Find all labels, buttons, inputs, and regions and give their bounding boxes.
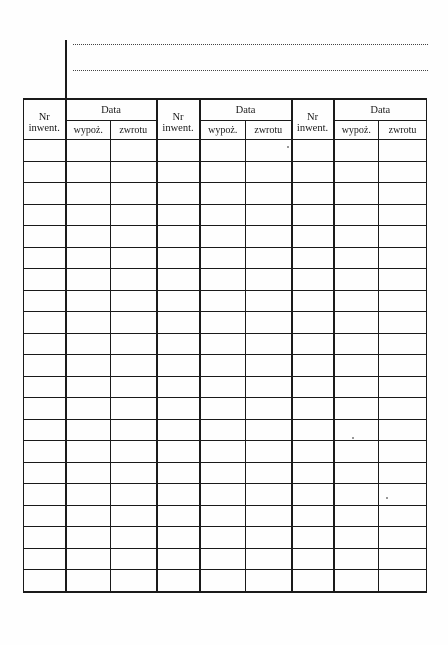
column-header-data-1: Data — [66, 99, 157, 121]
wypoz-date-cell[interactable] — [66, 441, 111, 463]
nr-inwent-cell[interactable] — [157, 462, 200, 484]
header-dotted-line-1[interactable] — [73, 44, 428, 45]
zwrotu-date-cell[interactable] — [379, 484, 427, 506]
wypoz-date-cell[interactable] — [200, 161, 246, 183]
wypoz-date-cell[interactable] — [334, 140, 379, 162]
nr-inwent-cell[interactable] — [157, 269, 200, 291]
wypoz-date-cell[interactable] — [200, 269, 246, 291]
nr-inwent-cell[interactable] — [292, 419, 334, 441]
wypoz-date-cell[interactable] — [200, 441, 246, 463]
wypoz-date-cell[interactable] — [66, 570, 111, 592]
wypoz-date-cell[interactable] — [66, 161, 111, 183]
wypoz-date-cell[interactable] — [66, 183, 111, 205]
table-row — [24, 183, 427, 205]
nr-inwent-cell[interactable] — [24, 462, 66, 484]
zwrotu-date-cell[interactable] — [246, 183, 292, 205]
column-header-nr-inwent-2: Nr inwent. — [157, 99, 200, 140]
zwrotu-date-cell[interactable] — [111, 140, 157, 162]
wypoz-date-cell[interactable] — [334, 548, 379, 570]
table-row — [24, 333, 427, 355]
wypoz-date-cell[interactable] — [200, 355, 246, 377]
zwrotu-date-cell[interactable] — [111, 204, 157, 226]
table-row — [24, 226, 427, 248]
table-row — [24, 527, 427, 549]
zwrotu-date-cell[interactable] — [111, 247, 157, 269]
loan-record-table — [23, 98, 427, 593]
wypoz-date-cell[interactable] — [200, 570, 246, 592]
nr-inwent-cell[interactable] — [24, 312, 66, 334]
wypoz-date-cell[interactable] — [334, 398, 379, 420]
nr-inwent-cell[interactable] — [24, 398, 66, 420]
nr-inwent-cell[interactable] — [292, 484, 334, 506]
table-row — [24, 484, 427, 506]
table-subheader-row — [24, 121, 427, 140]
wypoz-date-cell[interactable] — [334, 441, 379, 463]
zwrotu-date-cell[interactable] — [379, 226, 427, 248]
wypoz-date-cell[interactable] — [66, 527, 111, 549]
zwrotu-date-cell[interactable] — [111, 290, 157, 312]
wypoz-date-cell[interactable] — [200, 312, 246, 334]
wypoz-date-cell[interactable] — [334, 161, 379, 183]
nr-inwent-cell[interactable] — [157, 398, 200, 420]
nr-inwent-cell[interactable] — [24, 269, 66, 291]
nr-inwent-cell[interactable] — [292, 462, 334, 484]
zwrotu-date-cell[interactable] — [379, 204, 427, 226]
zwrotu-date-cell[interactable] — [379, 161, 427, 183]
nr-inwent-cell[interactable] — [24, 484, 66, 506]
nr-inwent-cell[interactable] — [292, 376, 334, 398]
zwrotu-date-cell[interactable] — [111, 333, 157, 355]
zwrotu-date-cell[interactable] — [246, 419, 292, 441]
table-row — [24, 462, 427, 484]
zwrotu-date-cell[interactable] — [111, 183, 157, 205]
zwrotu-date-cell[interactable] — [246, 312, 292, 334]
wypoz-date-cell[interactable] — [334, 312, 379, 334]
wypoz-date-cell[interactable] — [200, 376, 246, 398]
zwrotu-date-cell[interactable] — [246, 527, 292, 549]
zwrotu-date-cell[interactable] — [111, 419, 157, 441]
wypoz-date-cell[interactable] — [200, 140, 246, 162]
wypoz-date-cell[interactable] — [66, 333, 111, 355]
table-row — [24, 140, 427, 162]
wypoz-date-cell[interactable] — [200, 333, 246, 355]
column-header-data-3: Data — [334, 99, 427, 121]
column-header-zwrotu-3: zwrotu — [379, 121, 427, 140]
wypoz-date-cell[interactable] — [66, 312, 111, 334]
zwrotu-date-cell[interactable] — [246, 140, 292, 162]
wypoz-date-cell[interactable] — [66, 269, 111, 291]
zwrotu-date-cell[interactable] — [246, 548, 292, 570]
zwrotu-date-cell[interactable] — [246, 505, 292, 527]
table-row — [24, 312, 427, 334]
nr-inwent-cell[interactable] — [292, 269, 334, 291]
nr-inwent-cell[interactable] — [24, 204, 66, 226]
wypoz-date-cell[interactable] — [200, 183, 246, 205]
nr-inwent-cell[interactable] — [24, 247, 66, 269]
table-row — [24, 376, 427, 398]
zwrotu-date-cell[interactable] — [111, 462, 157, 484]
nr-inwent-cell[interactable] — [24, 183, 66, 205]
wypoz-date-cell[interactable] — [200, 247, 246, 269]
nr-inwent-cell[interactable] — [292, 333, 334, 355]
zwrotu-date-cell[interactable] — [246, 333, 292, 355]
zwrotu-date-cell[interactable] — [379, 376, 427, 398]
nr-inwent-cell[interactable] — [157, 376, 200, 398]
paper-speck — [287, 146, 289, 148]
column-header-zwrotu-1: zwrotu — [111, 121, 157, 140]
wypoz-date-cell[interactable] — [66, 398, 111, 420]
table-row — [24, 204, 427, 226]
nr-inwent-cell[interactable] — [24, 441, 66, 463]
zwrotu-date-cell[interactable] — [379, 505, 427, 527]
nr-inwent-cell[interactable] — [157, 355, 200, 377]
zwrotu-date-cell[interactable] — [379, 290, 427, 312]
zwrotu-date-cell[interactable] — [379, 269, 427, 291]
table-row — [24, 441, 427, 463]
zwrotu-date-cell[interactable] — [111, 376, 157, 398]
wypoz-date-cell[interactable] — [66, 376, 111, 398]
nr-inwent-cell[interactable] — [24, 161, 66, 183]
table-row — [24, 570, 427, 592]
zwrotu-date-cell[interactable] — [111, 527, 157, 549]
wypoz-date-cell[interactable] — [334, 376, 379, 398]
wypoz-date-cell[interactable] — [200, 462, 246, 484]
wypoz-date-cell[interactable] — [200, 204, 246, 226]
nr-inwent-cell[interactable] — [292, 226, 334, 248]
zwrotu-date-cell[interactable] — [246, 355, 292, 377]
zwrotu-date-cell[interactable] — [379, 441, 427, 463]
zwrotu-date-cell[interactable] — [379, 333, 427, 355]
nr-inwent-cell[interactable] — [292, 548, 334, 570]
wypoz-date-cell[interactable] — [200, 419, 246, 441]
nr-inwent-cell[interactable] — [157, 312, 200, 334]
nr-inwent-cell[interactable] — [292, 140, 334, 162]
zwrotu-date-cell[interactable] — [379, 247, 427, 269]
nr-inwent-cell[interactable] — [292, 355, 334, 377]
nr-inwent-cell[interactable] — [157, 333, 200, 355]
zwrotu-date-cell[interactable] — [246, 204, 292, 226]
zwrotu-date-cell[interactable] — [379, 462, 427, 484]
nr-inwent-cell[interactable] — [24, 333, 66, 355]
wypoz-date-cell[interactable] — [66, 140, 111, 162]
nr-inwent-cell[interactable] — [292, 441, 334, 463]
column-header-zwrotu-2: zwrotu — [246, 121, 292, 140]
zwrotu-date-cell[interactable] — [246, 290, 292, 312]
nr-inwent-cell[interactable] — [157, 204, 200, 226]
zwrotu-date-cell[interactable] — [246, 441, 292, 463]
nr-inwent-cell[interactable] — [24, 505, 66, 527]
wypoz-date-cell[interactable] — [200, 484, 246, 506]
nr-inwent-cell[interactable] — [24, 355, 66, 377]
nr-inwent-cell[interactable] — [157, 183, 200, 205]
nr-inwent-cell[interactable] — [292, 183, 334, 205]
wypoz-date-cell[interactable] — [334, 290, 379, 312]
zwrotu-date-cell[interactable] — [379, 398, 427, 420]
wypoz-date-cell[interactable] — [66, 419, 111, 441]
zwrotu-date-cell[interactable] — [379, 312, 427, 334]
zwrotu-date-cell[interactable] — [246, 398, 292, 420]
wypoz-date-cell[interactable] — [66, 548, 111, 570]
nr-inwent-cell[interactable] — [157, 527, 200, 549]
wypoz-date-cell[interactable] — [334, 355, 379, 377]
wypoz-date-cell[interactable] — [334, 419, 379, 441]
wypoz-date-cell[interactable] — [66, 484, 111, 506]
zwrotu-date-cell[interactable] — [246, 161, 292, 183]
zwrotu-date-cell[interactable] — [379, 419, 427, 441]
wypoz-date-cell[interactable] — [334, 269, 379, 291]
nr-inwent-cell[interactable] — [292, 204, 334, 226]
zwrotu-date-cell[interactable] — [246, 570, 292, 592]
column-header-data-2: Data — [200, 99, 292, 121]
nr-inwent-cell[interactable] — [292, 312, 334, 334]
wypoz-date-cell[interactable] — [334, 462, 379, 484]
nr-inwent-cell[interactable] — [292, 398, 334, 420]
wypoz-date-cell[interactable] — [200, 226, 246, 248]
nr-inwent-cell[interactable] — [24, 376, 66, 398]
nr-inwent-cell[interactable] — [292, 505, 334, 527]
wypoz-date-cell[interactable] — [334, 484, 379, 506]
zwrotu-date-cell[interactable] — [111, 441, 157, 463]
zwrotu-date-cell[interactable] — [111, 398, 157, 420]
table-row — [24, 269, 427, 291]
wypoz-date-cell[interactable] — [200, 527, 246, 549]
wypoz-date-cell[interactable] — [66, 226, 111, 248]
table-row — [24, 247, 427, 269]
wypoz-date-cell[interactable] — [66, 204, 111, 226]
paper-speck — [386, 497, 388, 499]
zwrotu-date-cell[interactable] — [246, 247, 292, 269]
column-header-wypoz-1: wypoż. — [66, 121, 111, 140]
nr-inwent-cell[interactable] — [292, 247, 334, 269]
zwrotu-date-cell[interactable] — [246, 484, 292, 506]
nr-inwent-cell[interactable] — [157, 570, 200, 592]
zwrotu-date-cell[interactable] — [379, 548, 427, 570]
zwrotu-date-cell[interactable] — [246, 462, 292, 484]
wypoz-date-cell[interactable] — [66, 462, 111, 484]
wypoz-date-cell[interactable] — [334, 226, 379, 248]
nr-inwent-cell[interactable] — [24, 570, 66, 592]
nr-inwent-cell[interactable] — [24, 527, 66, 549]
zwrotu-date-cell[interactable] — [111, 548, 157, 570]
zwrotu-date-cell[interactable] — [246, 226, 292, 248]
loan-record-rows — [24, 140, 427, 592]
wypoz-date-cell[interactable] — [66, 505, 111, 527]
table-row — [24, 419, 427, 441]
zwrotu-date-cell[interactable] — [111, 312, 157, 334]
wypoz-date-cell[interactable] — [334, 505, 379, 527]
zwrotu-date-cell[interactable] — [111, 570, 157, 592]
zwrotu-date-cell[interactable] — [111, 355, 157, 377]
nr-inwent-cell[interactable] — [157, 247, 200, 269]
wypoz-date-cell[interactable] — [66, 247, 111, 269]
wypoz-date-cell[interactable] — [334, 333, 379, 355]
header-divider-line — [65, 40, 67, 98]
nr-inwent-cell[interactable] — [157, 140, 200, 162]
zwrotu-date-cell[interactable] — [111, 269, 157, 291]
zwrotu-date-cell[interactable] — [379, 183, 427, 205]
nr-inwent-cell[interactable] — [24, 226, 66, 248]
header-dotted-line-2[interactable] — [73, 70, 428, 71]
zwrotu-date-cell[interactable] — [111, 226, 157, 248]
table-row — [24, 505, 427, 527]
wypoz-date-cell[interactable] — [200, 505, 246, 527]
wypoz-date-cell[interactable] — [334, 247, 379, 269]
nr-inwent-cell[interactable] — [157, 505, 200, 527]
nr-inwent-cell[interactable] — [157, 161, 200, 183]
wypoz-date-cell[interactable] — [334, 570, 379, 592]
zwrotu-date-cell[interactable] — [379, 527, 427, 549]
nr-inwent-cell[interactable] — [157, 441, 200, 463]
zwrotu-date-cell[interactable] — [246, 269, 292, 291]
wypoz-date-cell[interactable] — [200, 548, 246, 570]
nr-inwent-cell[interactable] — [24, 548, 66, 570]
nr-inwent-cell[interactable] — [157, 419, 200, 441]
wypoz-date-cell[interactable] — [66, 355, 111, 377]
wypoz-date-cell[interactable] — [334, 204, 379, 226]
nr-inwent-cell[interactable] — [157, 548, 200, 570]
nr-inwent-cell[interactable] — [157, 290, 200, 312]
zwrotu-date-cell[interactable] — [111, 161, 157, 183]
zwrotu-date-cell[interactable] — [246, 376, 292, 398]
zwrotu-date-cell[interactable] — [379, 140, 427, 162]
table-row — [24, 161, 427, 183]
table-header-row — [24, 99, 427, 121]
nr-inwent-cell[interactable] — [24, 140, 66, 162]
nr-inwent-cell[interactable] — [292, 161, 334, 183]
zwrotu-date-cell[interactable] — [379, 355, 427, 377]
column-header-nr-inwent-3: Nr inwent. — [292, 99, 334, 140]
zwrotu-date-cell[interactable] — [111, 505, 157, 527]
nr-inwent-cell[interactable] — [292, 527, 334, 549]
table-row — [24, 290, 427, 312]
column-header-nr-inwent-1: Nr inwent. — [24, 99, 66, 140]
paper-speck — [352, 437, 354, 439]
nr-inwent-cell[interactable] — [157, 484, 200, 506]
nr-inwent-cell[interactable] — [292, 290, 334, 312]
table-row — [24, 355, 427, 377]
wypoz-date-cell[interactable] — [334, 527, 379, 549]
zwrotu-date-cell[interactable] — [379, 570, 427, 592]
zwrotu-date-cell[interactable] — [111, 484, 157, 506]
nr-inwent-cell[interactable] — [24, 419, 66, 441]
wypoz-date-cell[interactable] — [66, 290, 111, 312]
nr-inwent-cell[interactable] — [292, 570, 334, 592]
nr-inwent-cell[interactable] — [24, 290, 66, 312]
table-row — [24, 548, 427, 570]
column-header-wypoz-3: wypoż. — [334, 121, 379, 140]
nr-inwent-cell[interactable] — [157, 226, 200, 248]
wypoz-date-cell[interactable] — [334, 183, 379, 205]
wypoz-date-cell[interactable] — [200, 290, 246, 312]
table-row — [24, 398, 427, 420]
wypoz-date-cell[interactable] — [200, 398, 246, 420]
column-header-wypoz-2: wypoż. — [200, 121, 246, 140]
